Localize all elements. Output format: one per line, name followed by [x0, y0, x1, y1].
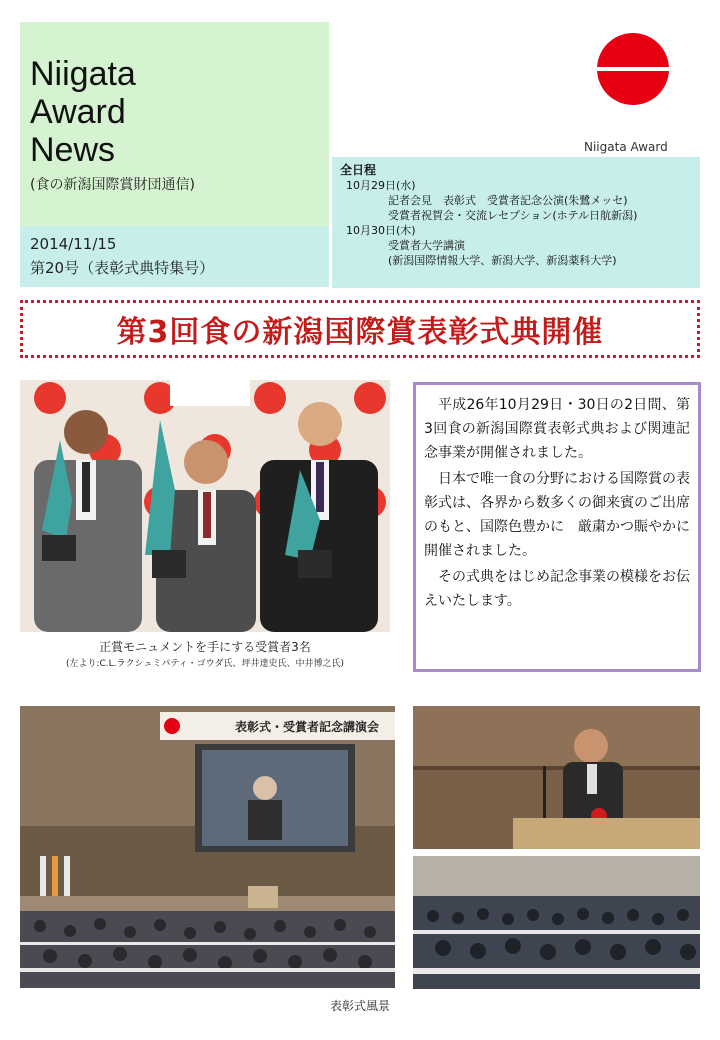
- schedule-item: (新潟国際情報大学、新潟大学、新潟薬科大学): [388, 254, 617, 267]
- issue-date: 2014/11/15: [30, 235, 117, 253]
- headline: 第3回食の新潟国際賞表彰式典開催: [116, 315, 604, 350]
- logo-label: Niigata Award: [584, 140, 668, 154]
- schedule-item: 受賞者大学講演: [388, 239, 465, 252]
- laureates-caption-detail: (左より:C.L.ラクシュミパティ・ゴウダ氏、坪井達史氏、中井博之氏): [65, 659, 345, 669]
- masthead-title-line: Niigata: [30, 55, 136, 93]
- laureates-photo: [20, 380, 390, 632]
- stage-banner-text: 表彰式・受賞者記念講演会: [235, 720, 380, 734]
- headline-banner: [20, 300, 700, 358]
- article-paragraph: 平成26年10月29日・30日の2日間、第3回食の新潟国際賞表彰式典および関連記念事業が開催されました。: [424, 397, 690, 461]
- schedule-day: 10月30日(木): [346, 224, 416, 237]
- laureates-caption: 正賞モニュメントを手にする受賞者3名: [99, 640, 311, 654]
- article-paragraph: その式典をはじめ記念事業の模様をお伝えいたします。: [424, 569, 690, 609]
- audience-photo: [413, 856, 700, 989]
- schedule-item: 記者会見 表彰式 受賞者記念公演(朱鷺メッセ): [388, 194, 628, 207]
- masthead-title-line: News: [30, 131, 116, 169]
- masthead-title-line: Award: [30, 93, 126, 131]
- schedule-box: [332, 157, 700, 288]
- issue-number: 第20号（表彰式典特集号）: [30, 259, 215, 277]
- schedule-day: 10月29日(水): [346, 179, 416, 192]
- article-paragraph: 日本で唯一食の分野における国際賞の表彰式は、各界から数多くの御来賓のご出席のもと、国際色豊かに 厳粛かつ賑やかに開催されました。: [424, 471, 690, 559]
- schedule-title: 全日程: [340, 163, 377, 177]
- speaker-photo: [413, 706, 700, 849]
- masthead-title: [30, 55, 136, 169]
- ceremony-caption: 表彰式風景: [329, 999, 390, 1013]
- schedule-item: 受賞者祝賀会・交流レセプション(ホテル日航新潟): [388, 209, 638, 222]
- ceremony-hall-photo: [20, 706, 395, 988]
- niigata-award-logo-icon: [596, 32, 670, 106]
- article-box: [413, 382, 701, 672]
- masthead-subtitle: (食の新潟国際賞財団通信): [30, 177, 195, 193]
